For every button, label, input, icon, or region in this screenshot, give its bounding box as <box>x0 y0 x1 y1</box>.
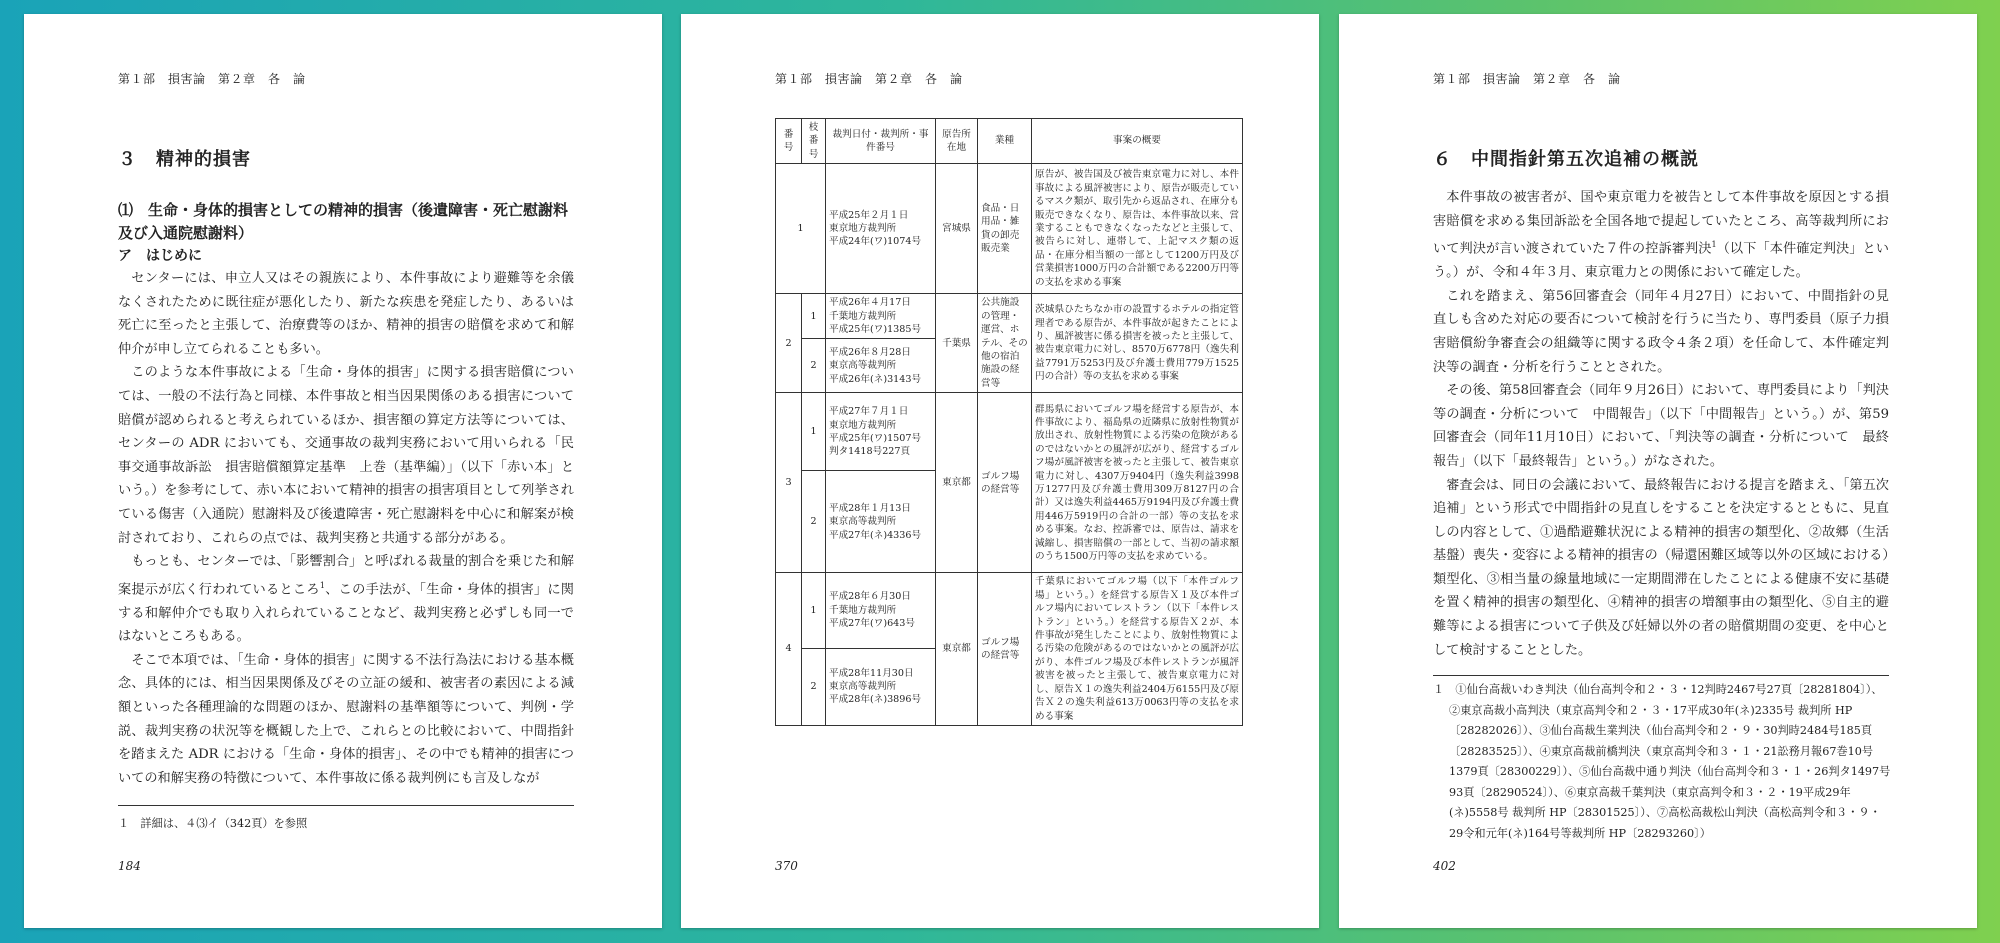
col-header: 枝番号 <box>802 119 826 164</box>
case-number: 1 <box>776 164 826 294</box>
footnote-text: １ ①仙台高裁いわき判決（仙台高判令和２・３・12判時2467号27頁〔28281804〕）、②東京高裁小高判決（東京高判令和２・３・17平成30年(ネ)2335号 裁判所 HP〔28282026〕）、③仙台高裁生業判決（仙台高判令和２・９・30判時2484号185頁〔28283525〕）、④東京高裁前橋判決（東京高判令和３・１・21訟務月報67巻10号1379頁〔28300229〕）、⑤仙台高裁中通り判決（仙台高判令和３・１・26判タ1497号93頁〔28290524〕）、⑥東京高裁千葉判決（東京高判令和３・２・19平成29年(ネ)5558号 裁判所 HP〔28301525〕）、⑦高松高裁松山判決（高松高判令和３・９・29令和元年(ネ)164号等裁判所 HP〔28293260〕） <box>1433 683 1891 840</box>
plaintiff-location: 東京都 <box>936 573 978 725</box>
paragraph: このような本件事故による「生命・身体的損害」に関する損害賠償については、一般の不法行為と同様、本件事故と相当因果関係のある損害について賠償が認められると考えられているほか、損害額の算定方法等については、センターの ADR においても、交通事故の裁判実務において用いられる「民事交通事故訴訟 損害賠償額算定基準 上巻（基準編）」（以下「赤い本」という。）を参考にして、赤い本において精神的損害の損害項目として列挙されている傷害（入通院）慰謝料及び後遺障害・死亡慰謝料を中心に和解案が検討されており、これらの点では、裁判実務と共通する部分がある。 <box>118 365 574 546</box>
footnote-marker: 1 <box>319 580 325 590</box>
table-row <box>776 164 1243 294</box>
paragraph <box>118 550 574 649</box>
industry: 食品・日用品・雑貨の卸売販売業 <box>978 164 1032 294</box>
branch-number: 2 <box>802 339 826 393</box>
subsection-title: ⑴ 生命・身体的損害としての精神的損害（後遺障害・死亡慰謝料及び入通院慰謝料） <box>118 201 569 242</box>
page-184 <box>24 14 662 928</box>
plaintiff-location: 千葉県 <box>936 294 978 393</box>
branch-number: 1 <box>802 573 826 648</box>
section-title-block <box>1433 145 1889 171</box>
col-header: 原告所在地 <box>936 119 978 164</box>
paragraph <box>1433 186 1889 285</box>
court-info: 平成27年７月１日 東京地方裁判所 平成25年(ワ)1507号 判タ1418号227頁 <box>826 393 936 471</box>
case-summary: 千葉県においてゴルフ場（以下「本件ゴルフ場」という。）を経営する原告Ｘ１及び本件ゴルフ場内においてレストラン（以下「本件レストラン」という。）を経営する原告Ｘ２が、本件事故が発生したことにより、放射性物質による汚染の危険があるのではないかとの風評が広がり、本件ゴルフ場及び本件レストランが風評被害を被ったと主張して、被告東京電力に対し、原告Ｘ１の逸失利益2404万6155円及び原告Ｘ２の逸失利益613万0063円等の支払を求める事案 <box>1032 573 1243 725</box>
branch-number: 2 <box>802 471 826 573</box>
table-row <box>776 294 1243 339</box>
court-info: 平成28年６月30日 千葉地方裁判所 平成27年(ワ)643号 <box>826 573 936 648</box>
industry: ゴルフ場の経営等 <box>978 393 1032 573</box>
table-row <box>776 393 1243 471</box>
subsection-block <box>118 199 574 790</box>
section-title: ６ 中間指針第五次追補の概説 <box>1433 149 1699 170</box>
section-title-block <box>118 145 574 171</box>
footnote-rule <box>118 805 574 806</box>
case-number: 4 <box>776 573 802 725</box>
col-header: 番号 <box>776 119 802 164</box>
industry: ゴルフ場の経営等 <box>978 573 1032 725</box>
page-370 <box>681 14 1319 928</box>
cases-table <box>775 118 1243 726</box>
paragraph-text: 本件事故の被害者が、国や東京電力を被告として本件事故を原因とする損害賠償を求める集団訴訟を全国各地で提起していたところ、高等裁判所において判決が言い渡されていた７件の控訴審判決 <box>1433 190 1889 257</box>
running-head: 第１部 損害論 第２章 各 論 <box>1433 72 1621 86</box>
branch-number: 1 <box>802 294 826 339</box>
footnote-marker: 1 <box>1711 240 1717 250</box>
footnote-rule <box>1433 675 1889 676</box>
plaintiff-location: 宮城県 <box>936 164 978 294</box>
col-header: 事案の概要 <box>1032 119 1243 164</box>
case-number: 3 <box>776 393 802 573</box>
subsub-title: ア はじめに <box>118 248 202 264</box>
body-text <box>1433 186 1889 662</box>
footnote <box>1433 680 1893 844</box>
page-number: 370 <box>775 859 798 873</box>
running-head: 第１部 損害論 第２章 各 論 <box>775 72 963 86</box>
paragraph: そこで本項では、「生命・身体的損害」に関する不法行為法における基本概念、具体的には、相当因果関係及びその立証の緩和、被害者の素因による減額といった各種理論的な問題のほか、慰謝料の基準額等について、判例・学説、裁判実務の状況等を概観した上で、これらとの比較において、中間指針を踏まえた ADR における「生命・身体的損害」、その中でも精神的損害についての和解実務の特徴について、本件事故に係る裁判例にも言及しなが <box>118 652 574 786</box>
case-number: 2 <box>776 294 802 393</box>
page-number: 184 <box>118 859 141 873</box>
branch-number: 2 <box>802 648 826 725</box>
footnote: １ 詳細は、４⑶イ（342頁）を参照 <box>118 817 308 830</box>
court-info: 平成25年２月１日 東京地方裁判所 平成24年(ワ)1074号 <box>826 164 936 294</box>
page-number: 402 <box>1433 859 1456 873</box>
section-title: ３ 精神的損害 <box>118 149 251 170</box>
page-402 <box>1339 14 1977 928</box>
branch-number: 1 <box>802 393 826 471</box>
case-summary: 茨城県ひたちなか市の設置するホテルの指定管理者である原告が、本件事故が起きたことにより、風評被害に係る損害を被ったと主張して、被告東京電力に対し、8570万6778円（逸失利益7791万5253円及び弁護士費用779万1525円の合計）等の支払を求める事案 <box>1032 294 1243 393</box>
running-head: 第１部 損害論 第２章 各 論 <box>118 72 306 86</box>
case-summary: 群馬県においてゴルフ場を経営する原告が、本件事故により、福島県の近隣県に放射性物質が放出され、放射性物質による汚染の危険があるのではないかとの風評が広がり、経営するゴルフ場が風評被害を被ったと主張して、被告東京電力に対し、4307万9404円（逸失利益3998万1277円及び弁護士費用309万8127円の合計）又は逸失利益4465万9194円及び弁護士費用446万5919円の合計の一部）等の支払を求める事案。なお、控訴審では、原告は、請求を減縮し、損害賠償の一部として、当初の請求額のうち1500万円等の支払を求めている。 <box>1032 393 1243 573</box>
col-header: 裁判日付・裁判所・事件番号 <box>826 119 936 164</box>
paragraph: これを踏まえ、第56回審査会（同年４月27日）において、中間指針の見直しも含めた対応の要否について検討を行うに当たり、専門委員（原子力損害賠償紛争審査会の組織等に関する政令４条２項）を任命して、本件確定判決等の調査・分析を行うこととされた。 <box>1433 288 1889 375</box>
paragraph-text: もっとも、センターでは、「影響割合」と呼ばれる裁量的割合を乗じた和解案提示が広く行われているところ <box>118 554 574 598</box>
court-info: 平成26年８月28日 東京高等裁判所 平成26年(ネ)3143号 <box>826 339 936 393</box>
paragraph: 審査会は、同日の会議において、最終報告における提言を踏まえ、「第五次追補」という形式で中間指針の見直しをすることを決定するとともに、見直しの内容として、①過酷避難状況による精神的損害の類型化、②故郷（生活基盤）喪失・変容による精神的損害の（帰還困難区域等以外の区域における）類型化、③相当量の線量地域に一定期間滞在したことによる健康不安に基礎を置く精神的損害の類型化、④精神的損害の増額事由の類型化、⑤自主的避難等による損害について子供及び妊婦以外の者の賠償期間の変更、を中心として検討することとした。 <box>1433 477 1889 658</box>
paragraph: その後、第58回審査会（同年９月26日）において、専門委員により「判決等の調査・分析について 中間報告」（以下「中間報告」という。）が、第59回審査会（同年11月10日）において、「判決等の調査・分析について 最終報告」（以下「最終報告」という。）がなされた。 <box>1433 383 1889 469</box>
paragraph: センターには、申立人又はその親族により、本件事故により避難等を余儀なくされたために既往症が悪化したり、新たな疾患を発症したり、あるいは死亡に至ったと主張して、治療費等のほか、精神的損害の賠償を求めて和解仲介が申し立てられることも多い。 <box>118 271 574 357</box>
court-info: 平成28年１月13日 東京高等裁判所 平成27年(ネ)4336号 <box>826 471 936 573</box>
paragraph-text: （以下「本件確定判決」という。）が、令和４年３月、東京電力との関係において確定した。 <box>1433 241 1889 281</box>
table-row <box>776 573 1243 648</box>
court-info: 平成28年11月30日 東京高等裁判所 平成28年(ネ)3896号 <box>826 648 936 725</box>
paragraph-text: 、この手法が、「生命・身体的損害」に関する和解仲介でも取り入れられていることなど、裁判実務と必ずしも同一ではないところもある。 <box>118 582 574 645</box>
case-summary: 原告が、被告国及び被告東京電力に対し、本件事故による風評被害により、原告が販売しているマスク類が、取引先から返品され、在庫分も販売できなくなり、原告は、本件事故以来、営業することもできなくなったなどと主張して、被告らに対し、連帯して、上記マスク類の返品・在庫分相当額の一部として1200万円及び営業損害1000万円の合計額である2200万円等の支払を求める事案 <box>1032 164 1243 294</box>
col-header: 業種 <box>978 119 1032 164</box>
industry: 公共施設の管理・運営、ホテル、その他の宿泊施設の経営等 <box>978 294 1032 393</box>
table-header-row <box>776 119 1243 164</box>
plaintiff-location: 東京都 <box>936 393 978 573</box>
court-info: 平成26年４月17日 千葉地方裁判所 平成25年(ワ)1385号 <box>826 294 936 339</box>
